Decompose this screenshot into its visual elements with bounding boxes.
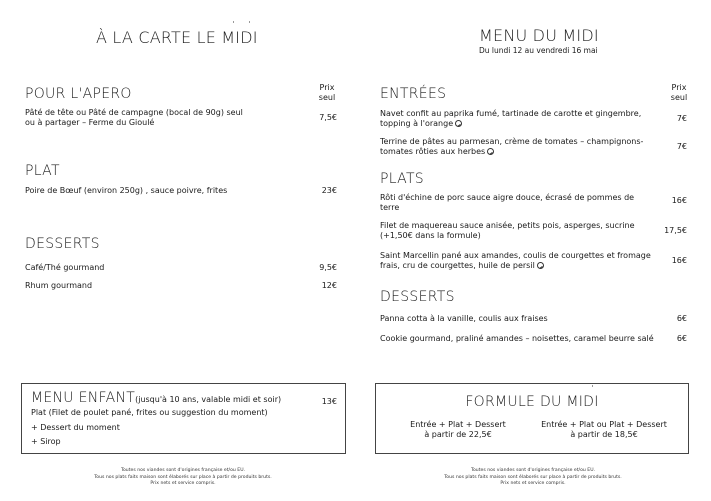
menu-item-entree-0: [380, 109, 662, 129]
menu-item-text: Rhum gourmand: [25, 281, 93, 290]
veggie-leaf-icon: [455, 120, 462, 127]
formule-option-1: [390, 420, 526, 440]
menu-enfant-price: 13€: [321, 397, 337, 406]
section-heading-desserts-right: DESSERTS: [380, 289, 455, 305]
formule-option-line: Entrée + Plat + Dessert: [410, 420, 506, 429]
menu-enfant-line: + Sirop: [31, 437, 61, 446]
menu-item-price: 17,5€: [664, 226, 687, 235]
decorative-dot: [592, 385, 593, 387]
menu-item-text: Saint Marcellin pané aux amandes, coulis de courgettes et fromage frais, cru de courgettes, huile de persil: [380, 251, 651, 270]
price-header-line: seul: [318, 93, 336, 102]
menu-item-entree-1: [380, 137, 662, 157]
menu-item-text: Rôti d'échine de porc sauce aigre douce, écrasé de pommes de terre: [380, 193, 635, 212]
formule-option-line: Entrée + Plat ou Plat + Dessert: [541, 420, 667, 429]
footer-line: Toutes nos viandes sont d'origines française et/ou EU.: [120, 468, 246, 473]
section-heading-desserts: DESSERTS: [25, 236, 100, 252]
veggie-leaf-icon: [537, 262, 544, 269]
price-header-line: Prix: [319, 83, 335, 92]
menu-item-text: Cookie gourmand, praliné amandes – noisettes, caramel beurre salé: [380, 334, 654, 343]
menu-item-price: 7€: [676, 142, 687, 151]
menu-enfant-heading: MENU ENFANT: [31, 390, 136, 406]
section-heading-plat: PLAT: [25, 163, 60, 179]
decorative-dot: [249, 21, 250, 23]
menu-item-price: 16€: [671, 196, 687, 205]
menu-enfant-line: + Dessert du moment: [31, 423, 120, 432]
section-heading-apero: POUR L'APERO: [25, 86, 132, 102]
section-heading-plats: PLATS: [380, 171, 424, 187]
menu-item-price: 7,5€: [319, 113, 337, 122]
footer-line: Prix nets et service compris.: [150, 481, 216, 487]
menu-item-price: 7€: [676, 114, 687, 123]
menu-item-text: Café/Thé gourmand: [25, 263, 105, 272]
left-price-header: [312, 83, 342, 103]
menu-item-price: 6€: [676, 314, 687, 323]
menu-item-text: Filet de maquereau sauce anisée, petits pois, asperges, sucrine (+1,50€ dans la formule): [380, 221, 635, 240]
right-page-title: MENU DU MIDI: [479, 26, 599, 45]
footer-line: Toutes nos viandes sont d'origines française et/ou EU.: [470, 468, 596, 473]
menu-item-price: 16€: [671, 256, 687, 265]
menu-enfant-subheading: (jusqu'à 10 ans, valable midi et soir): [135, 395, 282, 404]
decorative-dot: [233, 21, 234, 23]
menu-item-text: Pâté de tête ou Pâté de campagne (bocal de 90g) seul ou à partager – Ferme du Gioulé: [25, 108, 243, 127]
left-page-title: À LA CARTE LE MIDI: [96, 28, 258, 47]
footer-line: Tous nos plats faits maison sont élaborés sur place à partir de produits bruts.: [94, 474, 272, 480]
footer-line: Tous nos plats faits maison sont élaborés sur place à partir de produits bruts.: [444, 474, 622, 480]
left-footer: [33, 468, 333, 488]
price-header-line: Prix: [671, 83, 687, 92]
menu-item-text: Terrine de pâtes au parmesan, crème de tomates – champignons-tomates rôties aux herbes: [380, 137, 644, 156]
right-page-subtitle: Du lundi 12 au vendredi 16 mai: [479, 46, 598, 55]
menu-item-price: 9,5€: [319, 263, 337, 272]
formule-option-2: [531, 420, 677, 440]
menu-enfant-heading-row: [31, 387, 281, 406]
right-price-header: [664, 83, 694, 103]
formule-heading: FORMULE DU MIDI: [465, 394, 599, 410]
menu-item-plat-2: [380, 251, 662, 271]
menu-item-price: 6€: [676, 334, 687, 343]
formule-option-line: à partir de 18,5€: [570, 430, 638, 439]
veggie-leaf-icon: [487, 148, 494, 155]
menu-item-price: 12€: [321, 281, 337, 290]
menu-item-text: Navet confit au paprika fumé, tartinade de carotte et gingembre, topping à l'orange: [380, 109, 642, 128]
right-footer: [383, 468, 683, 488]
formule-option-line: à partir de 22,5€: [424, 430, 492, 439]
menu-item-text: Poire de Bœuf (environ 250g) , sauce poivre, frites: [25, 186, 228, 195]
section-heading-entrees: ENTRÉES: [380, 86, 447, 102]
footer-line: Prix nets et service compris.: [500, 481, 566, 487]
price-header-line: seul: [670, 93, 688, 102]
menu-item-price: 23€: [321, 186, 337, 195]
menu-item-text: Panna cotta à la vanille, coulis aux fraises: [380, 314, 548, 323]
menu-enfant-line: Plat (Filet de poulet pané, frites ou suggestion du moment): [31, 408, 268, 417]
